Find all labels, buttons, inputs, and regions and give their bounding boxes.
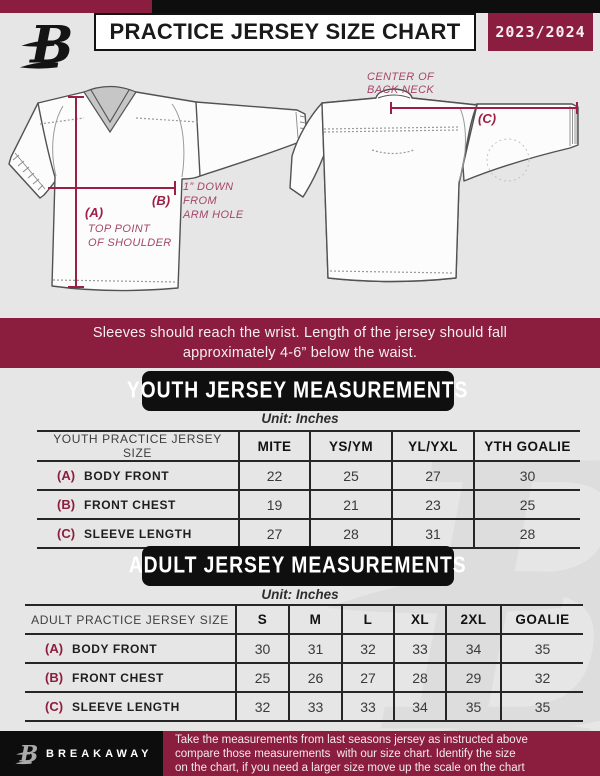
cell: 33	[394, 634, 446, 663]
season-badge-text: 2023/2024	[495, 23, 586, 41]
adult-unit-label: Unit: Inches	[261, 587, 339, 602]
cell: 32	[236, 692, 289, 721]
fit-note-banner	[0, 318, 600, 368]
column-header-s: S	[236, 605, 289, 634]
cell: 33	[289, 692, 342, 721]
column-header-l: L	[342, 605, 394, 634]
jersey-diagram	[0, 56, 600, 318]
cell: 30	[474, 461, 580, 490]
note-back-neck-line1: CENTER OF	[367, 71, 435, 83]
adult-table-label-header: ADULT PRACTICE JERSEY SIZE	[25, 605, 236, 634]
column-header-ylyxl: YL/YXL	[392, 431, 474, 461]
youth-table-header-row	[37, 431, 580, 461]
row-key: (C)	[45, 698, 64, 714]
row-key: (B)	[57, 496, 76, 512]
cell: 34	[446, 634, 501, 663]
fit-note-line2: approximately 4-6” below the waist.	[182, 345, 418, 361]
table-row-sleeve-length	[37, 519, 580, 548]
cell: 27	[342, 663, 394, 692]
footer-note-line1: Take the measurements from last seasons jersey as instructed above	[175, 734, 528, 746]
cell: 32	[342, 634, 394, 663]
cell: 23	[392, 490, 474, 519]
footer-brand-box	[0, 731, 163, 776]
row-label-cell	[25, 692, 236, 721]
cell: 21	[310, 490, 392, 519]
cell: 28	[474, 519, 580, 548]
note-armhole-line2: FROM	[183, 195, 217, 207]
row-label: FRONT CHEST	[84, 497, 176, 512]
cell: 26	[289, 663, 342, 692]
footer-breakaway-logo-icon	[15, 740, 39, 768]
fit-note-line1: Sleeves should reach the wrist. Length of the jersey should fall	[92, 325, 508, 341]
cell: 35	[501, 692, 583, 721]
cell: 28	[394, 663, 446, 692]
cell: 28	[310, 519, 392, 548]
row-label: SLEEVE LENGTH	[84, 526, 192, 541]
youth-table-label-header: YOUTH PRACTICE JERSEY SIZE	[37, 431, 239, 461]
column-header-ysym: YS/YM	[310, 431, 392, 461]
adult-table-header-row	[25, 605, 583, 634]
cell: 27	[239, 519, 310, 548]
cell: 29	[446, 663, 501, 692]
top-strip-black	[152, 0, 600, 13]
row-key: (B)	[45, 669, 64, 685]
cell: 35	[501, 634, 583, 663]
row-label: FRONT CHEST	[72, 670, 164, 685]
row-key: (A)	[57, 467, 76, 483]
row-key: (A)	[45, 640, 64, 656]
row-label: SLEEVE LENGTH	[72, 699, 180, 714]
page-title	[94, 13, 476, 51]
season-badge	[488, 13, 593, 51]
label-a: (A)	[85, 205, 104, 220]
youth-section-heading	[127, 371, 469, 411]
row-key: (C)	[57, 525, 76, 541]
note-armhole-line3: ARM HOLE	[183, 209, 244, 221]
cell: 34	[394, 692, 446, 721]
top-strip-maroon	[0, 0, 152, 13]
footer-brand-name: BREAKAWAY	[46, 747, 153, 760]
cell: 35	[446, 692, 501, 721]
note-back-neck-line2: BACK NECK	[367, 84, 435, 96]
adult-size-table	[25, 604, 583, 722]
row-label-cell	[37, 519, 239, 548]
page-title-text: PRACTICE JERSEY SIZE CHART	[109, 19, 461, 44]
cell: 31	[289, 634, 342, 663]
footer-note-line3: on the chart, if you need a larger size move up the scale on the chart	[175, 762, 525, 775]
footer-instructions	[163, 731, 600, 776]
table-row-body-front	[25, 634, 583, 663]
note-armhole-line1: 1” DOWN	[183, 181, 234, 193]
cell: 31	[392, 519, 474, 548]
row-label: BODY FRONT	[84, 468, 170, 483]
note-top-point-line1: TOP POINT	[88, 223, 151, 235]
cell: 33	[342, 692, 394, 721]
cell: 19	[239, 490, 310, 519]
column-header-m: M	[289, 605, 342, 634]
row-label-cell	[25, 663, 236, 692]
column-header-yth-goalie: YTH GOALIE	[474, 431, 580, 461]
table-row-sleeve-length	[25, 692, 583, 721]
cell: 27	[392, 461, 474, 490]
youth-unit-label: Unit: Inches	[261, 411, 339, 426]
adult-heading-text: ADULT JERSEY MEASUREMENTS	[129, 552, 467, 579]
row-label-cell	[25, 634, 236, 663]
cell: 30	[236, 634, 289, 663]
table-row-front-chest	[25, 663, 583, 692]
row-label: BODY FRONT	[72, 641, 158, 656]
cell: 22	[239, 461, 310, 490]
table-row-body-front	[37, 461, 580, 490]
column-header-goalie: GOALIE	[501, 605, 583, 634]
cell: 25	[474, 490, 580, 519]
column-header-mite: MITE	[239, 431, 310, 461]
column-header-2xl: 2XL	[446, 605, 501, 634]
youth-heading-text: YOUTH JERSEY MEASUREMENTS	[127, 377, 469, 404]
row-label-cell	[37, 461, 239, 490]
label-c: (C)	[478, 111, 497, 126]
footer-note-line2: compare those measurements with our size chart. Identify the size	[175, 748, 516, 761]
cell: 25	[236, 663, 289, 692]
cell: 25	[310, 461, 392, 490]
adult-section-heading	[129, 546, 467, 586]
youth-size-table	[37, 430, 580, 549]
row-label-cell	[37, 490, 239, 519]
column-header-xl: XL	[394, 605, 446, 634]
label-b: (B)	[152, 193, 171, 208]
note-top-point-line2: OF SHOULDER	[88, 237, 172, 249]
back-jersey-illustration	[290, 89, 578, 282]
table-row-front-chest	[37, 490, 580, 519]
cell: 32	[501, 663, 583, 692]
